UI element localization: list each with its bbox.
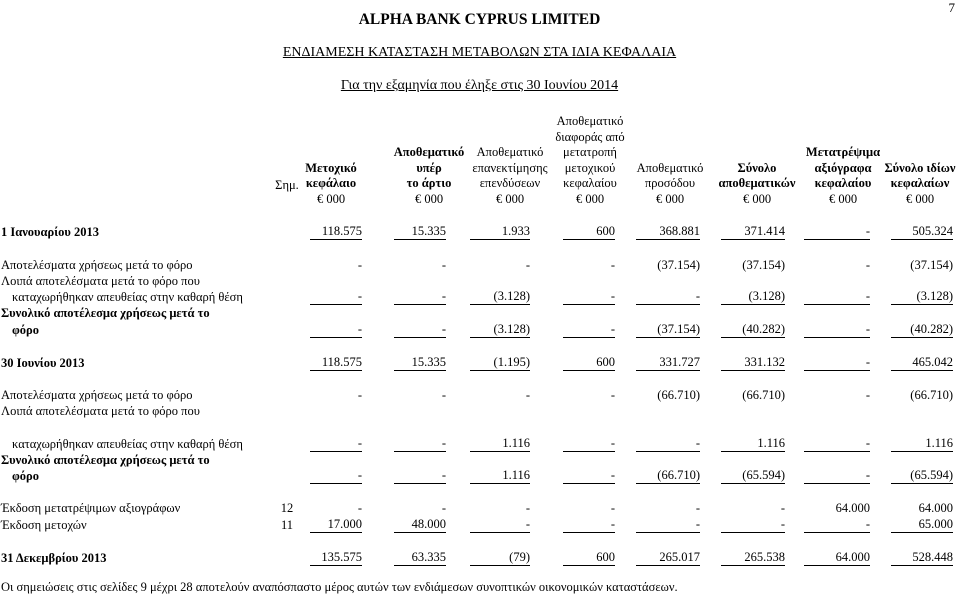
statement-title: ΕΝΔΙΑΜΕΣΗ ΚΑΤΑΣΤΑΣΗ ΜΕΤΑΒΟΛΩΝ ΣΤΑ ΙΔΙΑ ΚΕΦΑΛΑΙΑ [282, 45, 677, 60]
column-header-line: επανεκτίμησης [472, 160, 548, 175]
column-header-line: Σύνολο [737, 160, 777, 175]
table-cell: 368.881 [636, 224, 700, 240]
row-label: καταχωρήθηκαν απευθείας στην καθαρή θέση [12, 290, 243, 304]
table-cell: - [470, 517, 530, 533]
table-cell: 505.324 [891, 224, 953, 240]
table-cell: (65.594) [891, 468, 953, 484]
table-cell: (3.128) [470, 322, 530, 338]
footnote: Οι σημειώσεις στις σελίδες 9 μέχρι 28 αποτελούν αναπόσπαστο μέρος αυτών των ενδιάμεσων συνοπτικών οικονομικών καταστάσεων. [1, 580, 678, 594]
table-cell: (66.710) [742, 388, 785, 402]
table-row [0, 403, 959, 419]
table-cell: (79) [470, 550, 530, 566]
column-header-line: κεφαλαίου [563, 176, 617, 190]
table-row [0, 289, 959, 305]
row-label: Συνολικό αποτέλεσμα χρήσεως μετά το [1, 306, 210, 320]
table-cell: - [441, 388, 446, 402]
table-cell: - [563, 436, 615, 452]
row-label: Λοιπά αποτελέσματα μετά το φόρο που [1, 404, 200, 418]
note-reference: 11 [280, 518, 294, 532]
table-row [0, 436, 959, 452]
table-cell: - [610, 388, 615, 402]
note-reference: 12 [280, 501, 294, 515]
column-header-line: επενδύσεων [479, 176, 541, 190]
table-cell: - [394, 468, 446, 484]
column-header-line: Αποθεματικό [636, 160, 704, 175]
table-cell: 1.933 [470, 224, 530, 240]
table-row [0, 500, 959, 516]
column-header-line: υπέρ [416, 160, 442, 175]
table-cell: 528.448 [891, 550, 953, 566]
table-cell: 135.575 [310, 550, 362, 566]
table-cell: 1.116 [891, 436, 953, 452]
company-name: ALPHA BANK CYPRUS LIMITED [358, 11, 601, 28]
table-cell: - [525, 501, 530, 515]
table-cell: (37.154) [636, 322, 700, 338]
row-label: Αποτελέσματα χρήσεως μετά το φόρο [1, 388, 193, 402]
table-cell: 118.575 [310, 355, 362, 371]
table-cell: - [804, 289, 870, 305]
table-cell: - [804, 517, 870, 533]
period-caption: Για την εξαμηνία που έληξε στις 30 Ιουνίου 2014 [340, 78, 619, 93]
table-cell: - [695, 501, 700, 515]
table-cell: 64.000 [804, 550, 870, 566]
table-cell: 331.132 [721, 355, 785, 371]
table-cell: 65.000 [891, 517, 953, 533]
table-row [0, 257, 959, 273]
table-cell: 1.116 [470, 436, 530, 452]
column-header-line: μετατροπή [563, 145, 617, 159]
table-cell: 600 [563, 550, 615, 566]
column-header-line: Αποθεματικό [556, 114, 624, 128]
table-cell: - [310, 289, 362, 305]
table-row [0, 550, 959, 566]
table-row [0, 468, 959, 484]
row-label: Έκδοση μετοχών [1, 518, 87, 532]
table-cell: 17.000 [310, 517, 362, 533]
table-cell: (1.195) [470, 355, 530, 371]
row-label: φόρο [12, 469, 39, 483]
currency-unit: € 000 [495, 191, 525, 206]
column-header-line: κεφαλαίου [814, 176, 872, 190]
table-cell: - [394, 322, 446, 338]
table-cell: 1.116 [721, 436, 785, 452]
table-cell: - [636, 517, 700, 533]
table-cell: - [804, 436, 870, 452]
column-header-line: Αποθεματικό [393, 145, 465, 159]
table-cell: - [636, 289, 700, 305]
table-cell: 600 [563, 224, 615, 240]
row-label: Αποτελέσματα χρήσεως μετά το φόρο [1, 258, 193, 272]
row-label: φόρο [12, 323, 39, 337]
row-label: Έκδοση μετατρέψιμων αξιογράφων [1, 501, 181, 515]
table-cell: 63.335 [394, 550, 446, 566]
table-cell: - [310, 322, 362, 338]
note-column-header: Σημ. [275, 178, 299, 192]
table-cell: (3.128) [721, 289, 785, 305]
row-label: καταχωρήθηκαν απευθείας στην καθαρή θέση [12, 437, 243, 451]
table-cell: (40.282) [721, 322, 785, 338]
currency-unit: € 000 [316, 191, 346, 206]
table-cell: - [563, 289, 615, 305]
table-cell: - [804, 355, 870, 371]
table-cell: 600 [563, 355, 615, 371]
table-cell: - [721, 517, 785, 533]
table-cell: - [394, 289, 446, 305]
table-cell: - [610, 258, 615, 272]
table-row [0, 224, 959, 240]
column-header-line: αξιόγραφα [814, 160, 872, 175]
table-row [0, 355, 959, 371]
table-cell: (37.154) [910, 258, 953, 272]
column-header-line: προσόδου [644, 176, 696, 190]
table-row [0, 305, 959, 321]
table-cell: - [563, 517, 615, 533]
column-header-line: μετοχικού [564, 160, 616, 175]
table-cell: (3.128) [891, 289, 953, 305]
table-cell: 265.538 [721, 550, 785, 566]
table-cell: 331.727 [636, 355, 700, 371]
row-label: Συνολικό αποτέλεσμα χρήσεως μετά το [1, 453, 210, 467]
table-cell: 64.000 [835, 501, 870, 515]
column-header-line: αποθεματικών [718, 176, 796, 190]
table-cell: 465.042 [891, 355, 953, 371]
column-header-line: Μετοχικό [305, 160, 357, 175]
currency-unit: € 000 [742, 191, 772, 206]
table-cell: (65.594) [721, 468, 785, 484]
table-cell: - [394, 436, 446, 452]
table-cell: 15.335 [394, 355, 446, 371]
table-cell: - [563, 468, 615, 484]
table-cell: 118.575 [310, 224, 362, 240]
table-cell: (37.154) [657, 258, 700, 272]
table-cell: 371.414 [721, 224, 785, 240]
table-cell: - [865, 388, 870, 402]
table-row [0, 452, 959, 468]
table-cell: (37.154) [742, 258, 785, 272]
table-cell: - [525, 258, 530, 272]
table-cell: 1.116 [470, 468, 530, 484]
column-header-line: Σύνολο ιδίων [884, 160, 956, 175]
table-cell: - [804, 322, 870, 338]
table-cell: 64.000 [918, 501, 953, 515]
table-cell: - [563, 322, 615, 338]
table-cell: 48.000 [394, 517, 446, 533]
row-label: Λοιπά αποτελέσματα μετά το φόρο που [1, 274, 200, 288]
table-row [0, 517, 959, 533]
table-cell: - [804, 468, 870, 484]
row-label: 30 Ιουνίου 2013 [1, 356, 85, 370]
table-cell: (40.282) [891, 322, 953, 338]
column-header-line: κεφάλαιο [305, 176, 357, 190]
column-header-line: Αποθεματικό [476, 145, 544, 159]
table-cell: - [357, 501, 362, 515]
table-cell: - [804, 224, 870, 240]
column-header-line: το άρτιο [406, 176, 452, 190]
table-cell: 15.335 [394, 224, 446, 240]
table-cell: - [525, 388, 530, 402]
column-header-line: Μετατρέψιμα [805, 145, 881, 159]
table-row [0, 273, 959, 289]
table-cell: 265.017 [636, 550, 700, 566]
table-cell: (3.128) [470, 289, 530, 305]
currency-unit: € 000 [828, 191, 858, 206]
row-label: 1 Ιανουαρίου 2013 [1, 225, 99, 239]
table-row [0, 387, 959, 403]
currency-unit: € 000 [655, 191, 685, 206]
table-cell: - [441, 258, 446, 272]
table-cell: (66.710) [910, 388, 953, 402]
column-header-line: κεφαλαίων [890, 176, 950, 190]
row-label: 31 Δεκεμβρίου 2013 [1, 551, 107, 565]
table-row [0, 322, 959, 338]
page-number: 7 [948, 0, 955, 15]
currency-unit: € 000 [414, 191, 444, 206]
table-cell: (66.710) [636, 468, 700, 484]
currency-unit: € 000 [905, 191, 935, 206]
table-cell: - [865, 258, 870, 272]
table-cell: - [610, 501, 615, 515]
table-cell: - [441, 501, 446, 515]
table-cell: - [357, 258, 362, 272]
table-cell: - [310, 436, 362, 452]
table-cell: - [310, 468, 362, 484]
table-cell: (66.710) [657, 388, 700, 402]
table-cell: - [636, 436, 700, 452]
column-header-line: διαφοράς από [555, 129, 625, 144]
table-cell: - [780, 501, 785, 515]
table-cell: - [357, 388, 362, 402]
column-header [860, 111, 959, 207]
currency-unit: € 000 [575, 191, 605, 206]
